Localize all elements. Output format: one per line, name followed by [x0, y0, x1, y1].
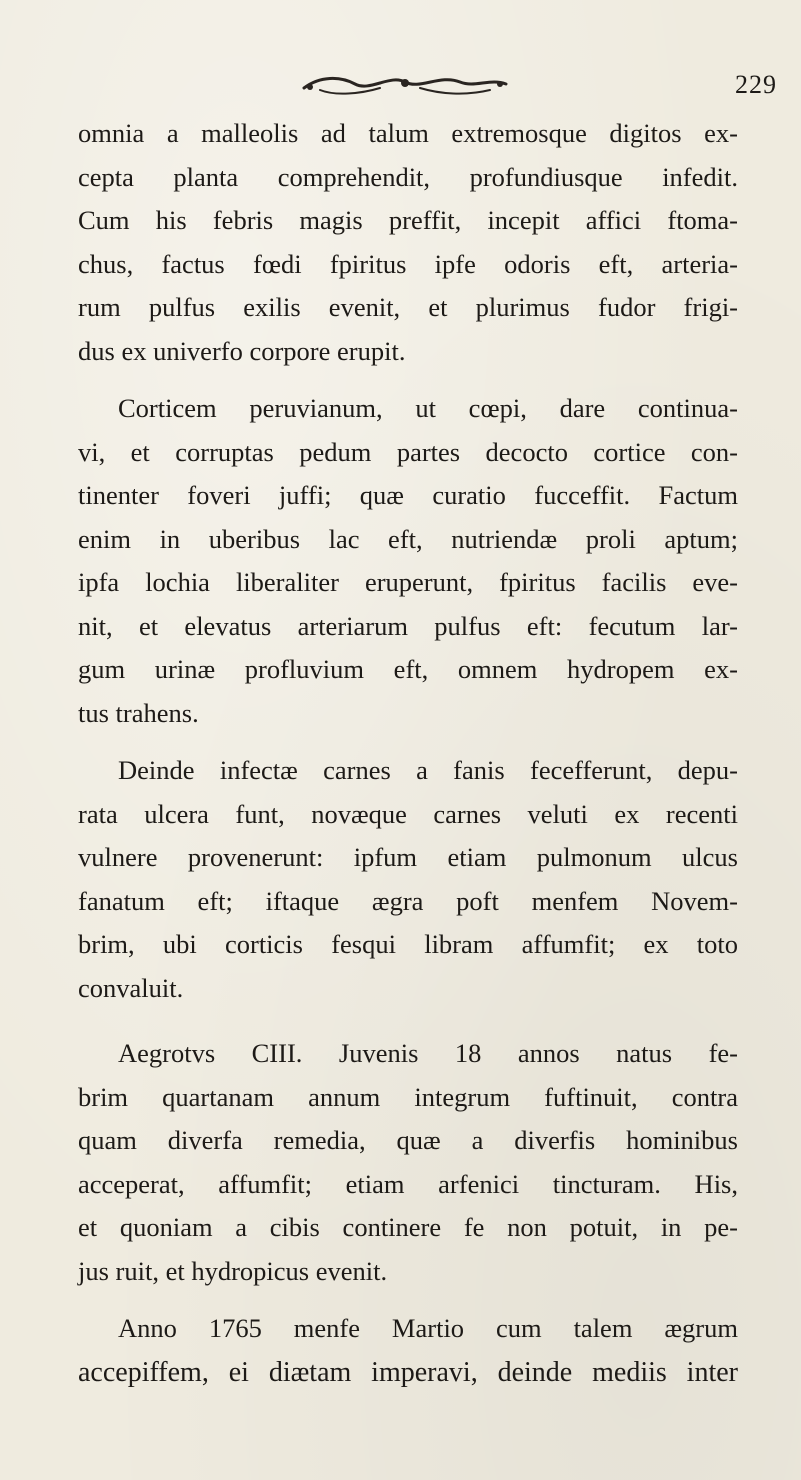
- text-line: cepta planta comprehendit, profundiusque infedit.: [78, 161, 738, 192]
- text-line: brim quartanam annum integrum fuftinuit, contra: [78, 1081, 738, 1112]
- text-line: brim, ubi corticis fesqui libram affumfit; ex toto: [78, 929, 738, 959]
- text-line: chus, factus fœdi fpiritus ipfe odoris eft, arteria-: [78, 248, 738, 279]
- text-line: acceperat, affumfit; etiam arfenici tincturam. His,: [78, 1168, 738, 1199]
- text-line: fanatum eft; iftaque ægra poft menfem Novem-: [78, 885, 738, 916]
- text-line: Deinde infectæ carnes a fanis fecefferunt, depu-: [118, 755, 738, 785]
- text-line: rum pulfus exilis evenit, et plurimus fudor frigi-: [78, 292, 738, 322]
- paragraph-3: [78, 749, 738, 1010]
- text-line: gum urinæ profluvium eft, omnem hydropem ex-: [78, 654, 738, 684]
- body-text: [78, 112, 738, 1394]
- text-line: omnia a malleolis ad talum extremosque digitos ex-: [78, 118, 738, 148]
- text-line: jus ruit, et hydropicus evenit.: [78, 1255, 388, 1286]
- text-line: quam diverfa remedia, quæ a diverfis hominibus: [78, 1125, 738, 1155]
- text-line: dus ex univerfo corpore erupit.: [78, 335, 406, 366]
- paragraph-4: [78, 1032, 738, 1293]
- page-number: 229: [735, 70, 777, 99]
- text-line: vulnere provenerunt: ipfum etiam pulmonum ulcus: [78, 842, 738, 872]
- text-line: Corticem peruvianum, ut cœpi, dare continua-: [118, 393, 738, 423]
- text-line: convaluit.: [78, 972, 184, 1003]
- text-line: rata ulcera funt, novæque carnes veluti ex recenti: [78, 798, 738, 829]
- text-line: ipfa lochia liberaliter eruperunt, fpiritus facilis eve-: [78, 567, 738, 597]
- text-line: tinenter foveri juffi; quæ curatio fucceffit. Factum: [78, 480, 738, 510]
- paragraph-2: [78, 387, 738, 735]
- paragraph-1: [78, 112, 738, 373]
- text-line: enim in uberibus lac eft, nutriendæ proli aptum;: [78, 523, 738, 554]
- text-line: tus trahens.: [78, 697, 199, 728]
- text-line: et quoniam a cibis continere fe non potuit, in pe-: [78, 1212, 738, 1242]
- ornament-headpiece-icon: [300, 70, 510, 100]
- paragraph-5: [78, 1307, 738, 1394]
- text-line: Cum his febris magis preffit, incepit affici ftoma-: [78, 205, 738, 235]
- text-line: nit, et elevatus arteriarum pulfus eft: fecutum lar-: [78, 610, 738, 641]
- text-line: vi, et corruptas pedum partes decocto cortice con-: [78, 436, 738, 467]
- text-line: accepiffem, ei diætam imperavi, deinde mediis inter: [78, 1356, 738, 1388]
- text-line-heading: Aegrotvs CIII. Juvenis 18 annos natus fe-: [118, 1038, 738, 1068]
- text-line: Anno 1765 menfe Martio cum talem ægrum: [118, 1313, 738, 1343]
